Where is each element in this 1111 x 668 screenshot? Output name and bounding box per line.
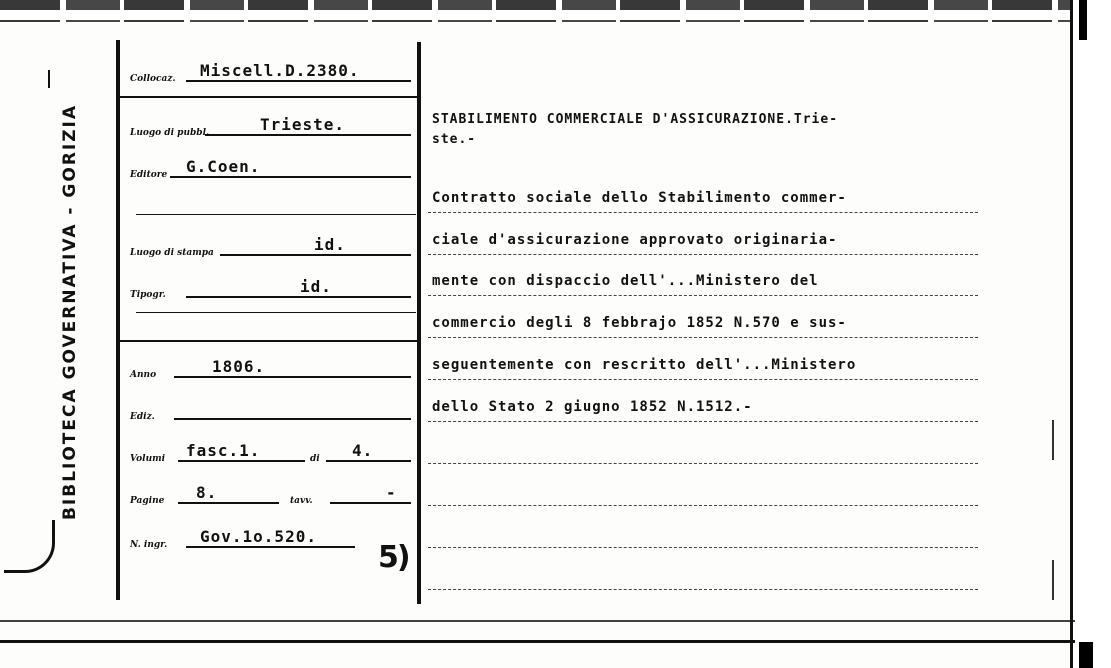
field-line: [170, 176, 411, 178]
ruled-line: [428, 379, 978, 380]
blank-line: [136, 214, 416, 215]
mark: [1052, 560, 1054, 600]
scan-bottom-line: [0, 620, 1075, 622]
section-divider: [118, 96, 418, 98]
left-column-border: [116, 40, 120, 600]
field-line: [186, 80, 411, 82]
ruled-line: [428, 212, 978, 213]
field-volumi: [130, 436, 415, 466]
section-divider: [118, 340, 418, 342]
field-tipogr: [130, 272, 415, 302]
field-value: G.Coen.: [186, 157, 261, 176]
description-line: ciale d'assicurazione approvato originaria-: [432, 232, 838, 248]
ruled-line: [428, 295, 978, 296]
field-value: fasc.1.: [186, 441, 261, 460]
mark: [1052, 420, 1054, 460]
field-line: [330, 502, 411, 504]
ruled-line: [428, 589, 978, 590]
field-value: Trieste.: [260, 115, 346, 134]
scan-bottom-edge: [0, 640, 1075, 643]
description-line: seguentemente con rescritto dell'...Ministero: [432, 357, 857, 373]
ruled-line: [428, 463, 978, 464]
description-line: commercio degli 8 febbrajo 1852 N.570 e sus-: [432, 315, 847, 331]
ruled-line: [428, 337, 978, 338]
scan-mark: [1079, 0, 1087, 40]
description-line: Contratto sociale dello Stabilimento commer-: [432, 190, 847, 206]
field-ediz: [130, 394, 415, 424]
field-line: [174, 418, 411, 420]
description-line: dello Stato 2 giugno 1852 N.1512.-: [432, 399, 753, 415]
mark: [48, 70, 50, 88]
card-sequence-number: 5): [378, 540, 409, 575]
field-anno: [130, 352, 415, 382]
field-line: [186, 546, 355, 548]
description-line: mente con dispaccio dell'...Ministero del: [432, 273, 819, 289]
field-value: Gov.1o.520.: [200, 527, 317, 546]
field-line: [326, 460, 411, 462]
description-line: STABILIMENTO COMMERCIALE D'ASSICURAZIONE.Trie-: [432, 112, 839, 127]
field-label: Anno: [130, 370, 157, 380]
field-label: N. ingr.: [130, 540, 168, 550]
library-vertical-title: BIBLIOTECA GOVERNATIVA - GORIZIA: [60, 103, 80, 521]
right-column-border: [417, 42, 421, 604]
field-luogo-stampa: [130, 230, 415, 260]
field-label: Ediz.: [130, 412, 155, 422]
ruled-line: [428, 547, 978, 548]
field-suffix-value: -: [386, 483, 397, 502]
ruled-line: [428, 421, 978, 422]
field-label: Tipogr.: [130, 290, 166, 300]
blank-line: [136, 312, 416, 313]
field-suffix-label: di: [310, 454, 320, 464]
field-line: [178, 502, 279, 504]
field-editore: [130, 152, 415, 182]
field-collocazione: [130, 56, 415, 86]
field-line: [220, 254, 411, 256]
ruled-line: [428, 254, 978, 255]
field-label: Collocaz.: [130, 74, 176, 84]
field-label: Volumi: [130, 454, 166, 464]
ruled-line: [428, 505, 978, 506]
field-line: [174, 376, 411, 378]
scan-mark: [1079, 642, 1093, 668]
field-label: Luogo di pubbl.: [130, 128, 210, 138]
scan-top-edge-band: [0, 10, 1070, 20]
field-suffix-label: tavv.: [290, 496, 313, 506]
field-suffix-value: 4.: [352, 441, 374, 460]
field-value: 8.: [196, 483, 218, 502]
field-luogo-pubbl: [130, 110, 415, 140]
field-value: 1806.: [212, 357, 266, 376]
scan-right-edge: [1070, 0, 1111, 668]
description-line: ste.-: [432, 132, 477, 147]
field-line: [186, 296, 411, 298]
field-pagine: [130, 478, 415, 508]
field-value: id.: [314, 235, 346, 254]
field-label: Editore: [130, 170, 168, 180]
field-label: Pagine: [130, 496, 165, 506]
field-n-ingr: [130, 522, 415, 552]
field-label: Luogo di stampa: [130, 248, 214, 258]
bracket-mark: [4, 520, 55, 573]
field-line: [178, 460, 305, 462]
field-value: Miscell.D.2380.: [200, 61, 360, 80]
field-value: id.: [300, 277, 332, 296]
field-line: [205, 134, 411, 136]
